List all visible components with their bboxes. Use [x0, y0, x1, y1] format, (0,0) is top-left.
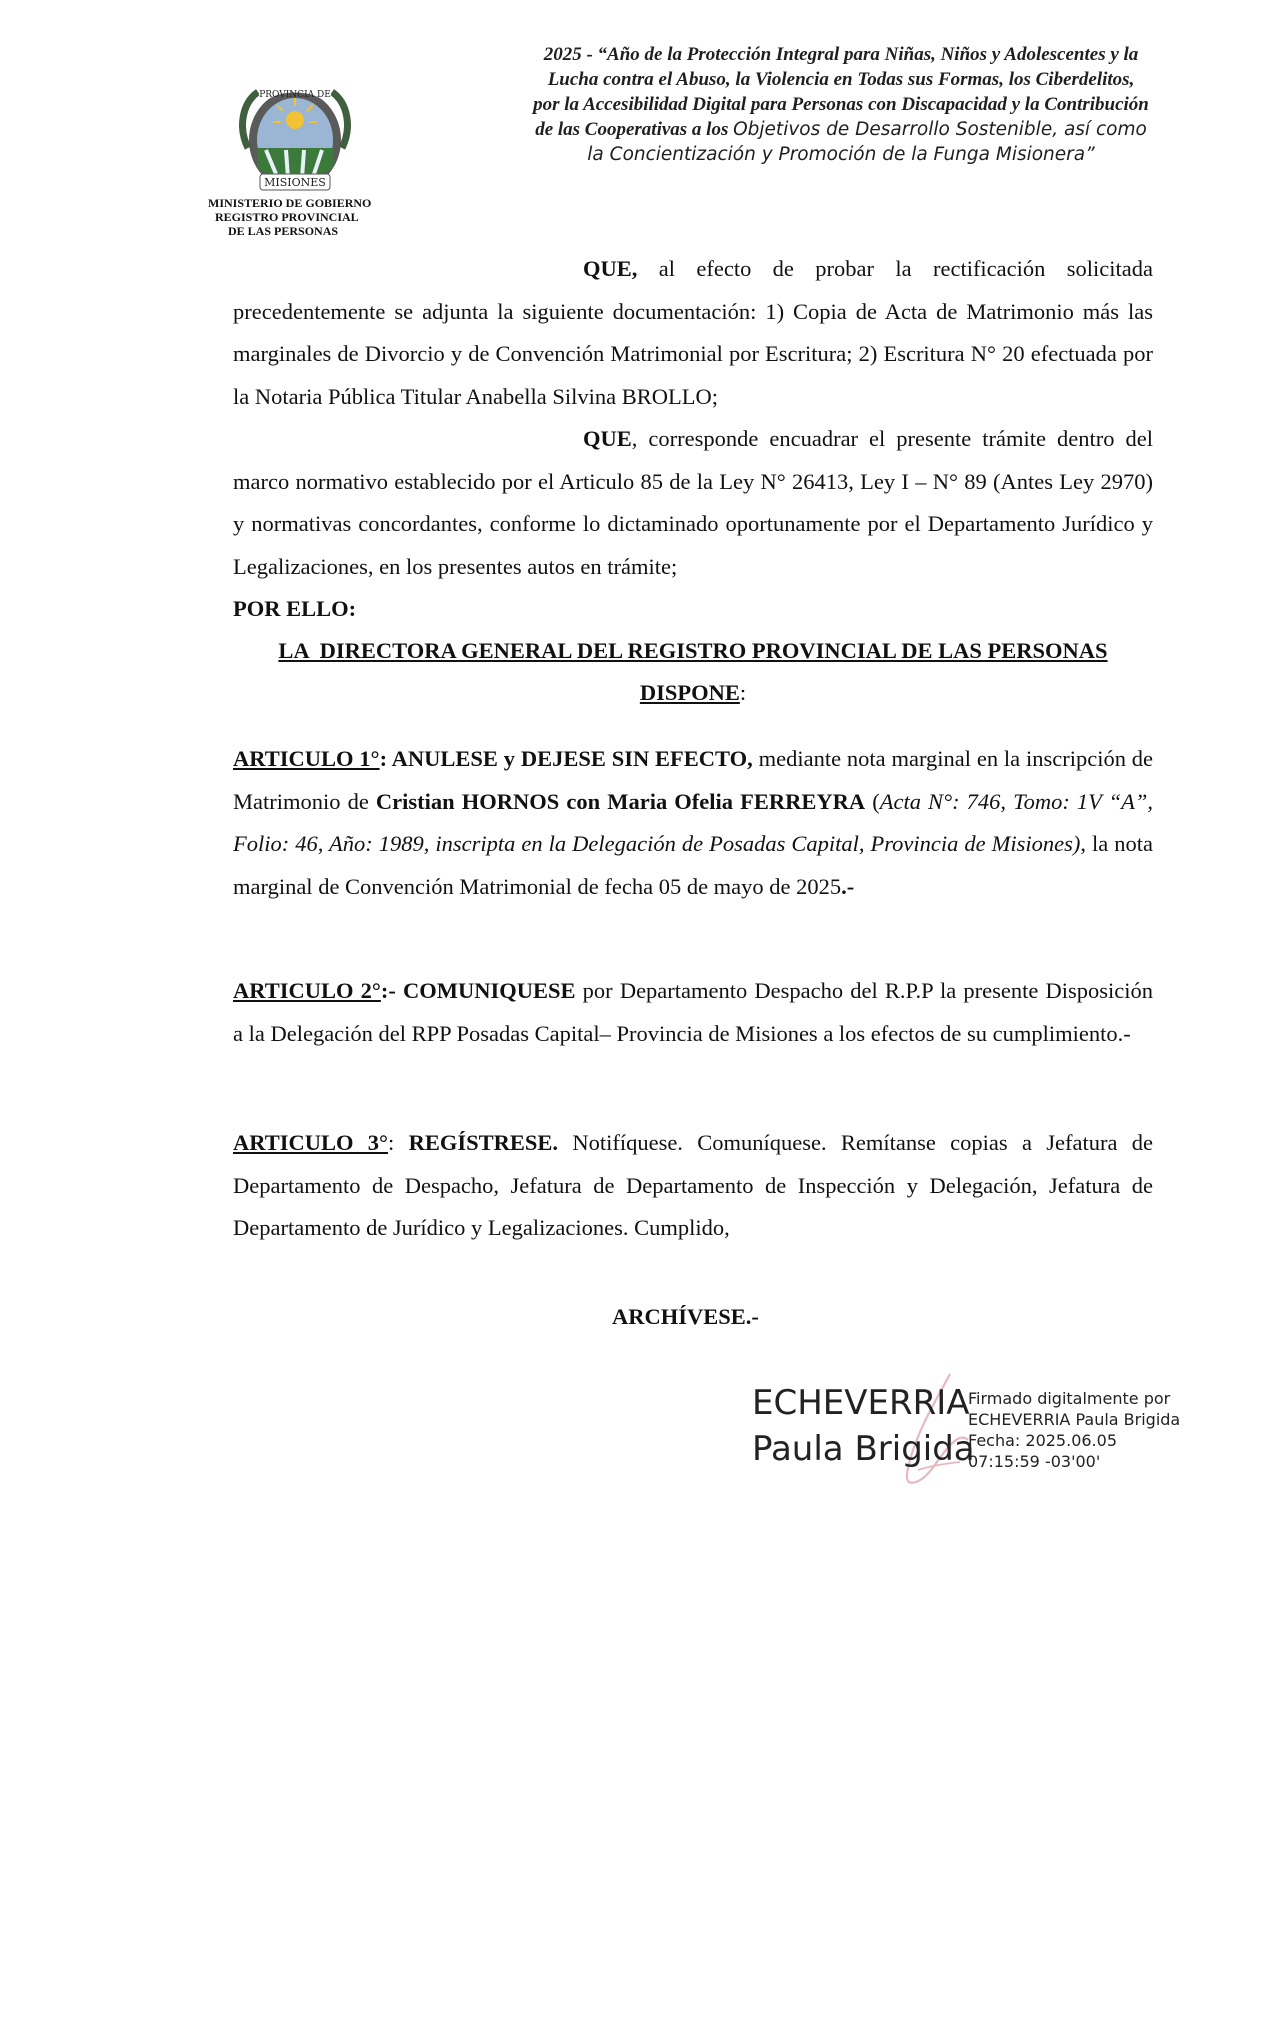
digital-signature-details: [968, 1388, 1180, 1472]
sig-detail-1: Firmado digitalmente por: [968, 1389, 1171, 1408]
ministry-line-1: MINISTERIO DE GOBIERNO: [208, 196, 372, 210]
considerando-que-1: [233, 248, 1153, 418]
art1-text2: , la nota marginal de Convención Matrimonial de fecha 05 de mayo de 2025: [233, 831, 1153, 899]
directora-text: LA DIRECTORA GENERAL DEL REGISTRO PROVINCIAL DE LAS PERSONAS: [278, 638, 1108, 663]
art2-text: por Departamento Despacho del R.P.P la presente Disposición a la Delegación del RPP Posadas Capital– Provincia de Misiones a los efectos de su cumplimiento.-: [233, 978, 1153, 1046]
seal-top-text: PROVINCIA DE: [259, 90, 331, 100]
art3-colon: :: [388, 1130, 409, 1155]
directora-general-heading: [233, 630, 1153, 673]
dispone-text: DISPONE: [639, 680, 740, 705]
sig-detail-4: 07:15:59 -03'00': [968, 1452, 1101, 1471]
art1-names: Cristian HORNOS con Maria Ofelia FERREYRA: [375, 788, 866, 814]
ministry-line-3: DE LAS PERSONAS: [228, 224, 339, 238]
art1-acta: Acta N°: 746, Tomo: 1V “A”, Folio: 46, Año: 1989, inscripta en la Delegación de Posadas Capital, Provincia de Misiones): [233, 788, 1153, 856]
signer-name-line-1: ECHEVERRIA: [752, 1383, 970, 1423]
ministry-line-2: REGISTRO PROVINCIAL: [215, 210, 359, 224]
art3-label: ARTICULO 3°: [233, 1130, 389, 1155]
seal-bottom-text: MISIONES: [264, 176, 326, 189]
motto-line-4b: Objetivos de Desarrollo Sostenible, así como: [733, 119, 1147, 140]
articulo-2: [233, 970, 1153, 1055]
art1-label: ARTICULO 1°: [233, 746, 380, 771]
art2-label: ARTICULO 2°: [233, 978, 381, 1003]
articulo-3: [233, 1122, 1153, 1250]
art3-text: Notifíquese. Comuníquese. Remítanse copias a Jefatura de Departamento de Despacho, Jefatura de Departamento de Inspección y Delegación, Jefatura de Departamento de Jurídico y Legalizaciones. Cumplido,: [233, 1130, 1153, 1240]
signer-name-line-2: Paula Brigida: [752, 1429, 975, 1469]
motto-line-1: 2025 - “Año de la Protección Integral para Niñas, Niños y Adolescentes y la: [543, 44, 1139, 65]
motto-line-4a: de las Cooperativas a los: [535, 119, 729, 140]
articulo-1: [233, 738, 1153, 908]
art1-paren: (: [865, 788, 880, 814]
art1-end: .-: [841, 873, 855, 899]
por-ello: POR ELLO:: [233, 596, 357, 621]
que-2-lead: QUE: [583, 426, 632, 451]
art1-bold: ANULESE y DEJESE SIN EFECTO,: [387, 746, 753, 771]
que-1-text: al efecto de probar la rectificación solicitada precedentemente se adjunta la siguiente documentación: 1) Copia de Acta de Matrimonio más las marginales de Divorcio y de Convención Matrimonial por Escritura; 2) Escritura N° 20 efectuada por la Notaria Pública Titular Anabella Silvina BROLLO;: [233, 256, 1153, 409]
dispone-colon: :: [739, 680, 747, 705]
art1-colon: :: [379, 746, 388, 771]
motto-line-5: la Concientización y Promoción de la Funga Misionera”: [587, 144, 1095, 165]
signer-name: [752, 1380, 975, 1472]
que-2-text: , corresponde encuadrar el presente trámite dentro del marco normativo establecido por el Articulo 85 de la Ley N° 26413, Ley I – N° 89 (Antes Ley 2970) y normativas concordantes, conforme lo dictaminado oportunamente por el Departamento Jurídico y Legalizaciones, en los presentes autos en trámite;: [233, 426, 1153, 579]
ministry-heading: [186, 196, 396, 238]
year-motto: [496, 42, 1186, 167]
motto-line-3: por la Accesibilidad Digital para Personas con Discapacidad y la Contribución: [533, 94, 1149, 115]
provincia-misiones-seal: [236, 78, 354, 196]
art3-bold: REGÍSTRESE.: [408, 1130, 559, 1155]
sig-detail-2: ECHEVERRIA Paula Brigida: [968, 1410, 1181, 1429]
art2-bold: :- COMUNIQUESE: [380, 978, 576, 1003]
archivese: ARCHÍVESE.-: [612, 1304, 759, 1329]
art1-text1: mediante nota marginal en la inscripción de Matrimonio de: [233, 746, 1154, 814]
sig-detail-3: Fecha: 2025.06.05: [968, 1431, 1117, 1450]
motto-line-2: Lucha contra el Abuso, la Violencia en Todas sus Formas, los Ciberdelitos,: [547, 69, 1135, 90]
motto-line-4: [496, 117, 1186, 142]
que-1-lead: QUE,: [583, 256, 638, 281]
dispone-heading: [233, 672, 1153, 715]
considerando-que-2: [233, 418, 1153, 588]
